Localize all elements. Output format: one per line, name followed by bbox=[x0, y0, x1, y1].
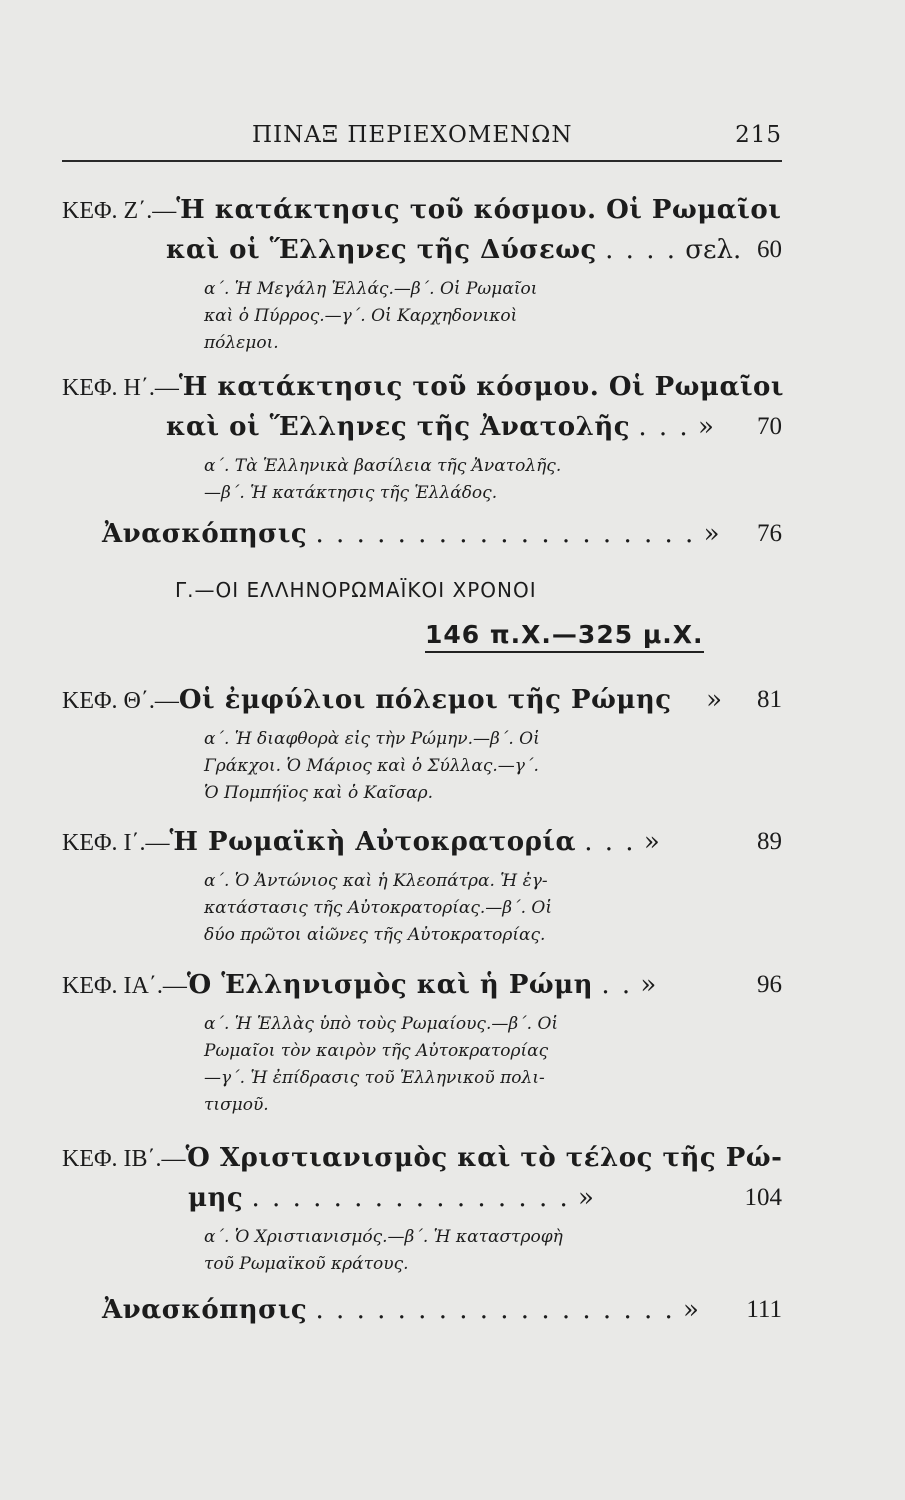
page-title: ΠΙΝΑΞ ΠΕΡΙΕΧΟΜΕΝΩΝ bbox=[252, 122, 573, 148]
entry-page: 96 bbox=[757, 971, 782, 998]
dot-leader: . . . bbox=[638, 412, 690, 442]
chapter-label: ΚΕΦ. Η΄.— bbox=[62, 375, 179, 401]
chapter-title: Ὁ Ἑλληνισμὸς καὶ ἡ Ρώμη bbox=[186, 970, 594, 1000]
entry-page: 76 bbox=[757, 520, 782, 547]
page-prefix: » bbox=[706, 685, 722, 715]
entry-line bbox=[62, 822, 782, 862]
toc-entry-chapter-12 bbox=[62, 1138, 782, 1278]
chapter-label: ΚΕΦ. Ζ΄.— bbox=[62, 198, 177, 224]
chapter-label: ΚΕΦ. ΙΒ΄.— bbox=[62, 1146, 186, 1172]
entry-line bbox=[62, 367, 782, 407]
chapter-title-cont: καὶ οἱ Ἕλληνες τῆς Δύσεως bbox=[166, 235, 597, 265]
chapter-title: Οἱ ἐμφύλιοι πόλεμοι τῆς Ρώμης bbox=[178, 685, 672, 715]
toc-entry-chapter-11 bbox=[62, 965, 782, 1119]
chapter-label: ΚΕΦ. Ι΄.— bbox=[62, 830, 170, 856]
subtopics: α΄. Ὁ Ἀντώνιος καὶ ἡ Κλεοπάτρα. Ἡ ἐγ- κατάστασις τῆς Αὐτοκρατορίας.—β΄. Οἱ δύο πρῶτοι αἰῶνες τῆς Αὐτοκρατορίας. bbox=[204, 871, 553, 945]
chapter-label: ΚΕΦ. ΙΑ΄.— bbox=[62, 973, 187, 999]
entry-line-continued bbox=[62, 407, 782, 447]
chapter-title-cont: μης bbox=[188, 1183, 244, 1213]
subtopics: α΄. Ἡ διαφθορὰ εἰς τὴν Ρώμην.—β΄. Οἱ Γράκχοι. Ὁ Μάριος καὶ ὁ Σύλλας.—γ΄. Ὁ Πομπήϊος καὶ ὁ Καῖσαρ. bbox=[204, 729, 540, 803]
entry-line bbox=[62, 965, 782, 1005]
entry-line bbox=[62, 514, 782, 554]
entry-line bbox=[62, 680, 782, 720]
chapter-title: Ἡ κατάκτησις τοῦ κόσμου. Οἱ Ρωμαῖοι bbox=[176, 195, 782, 225]
dot-leader: . . . . bbox=[605, 235, 677, 265]
subtopics: α΄. Ἡ Ἑλλὰς ὑπὸ τοὺς Ρωμαίους.—β΄. Οἱ Ρωμαῖοι τὸν καιρὸν τῆς Αὐτοκρατορίας —γ΄. Ἡ ἐπίδρασις τοῦ Ἑλληνικοῦ πολι- τισμοῦ. bbox=[204, 1014, 559, 1115]
toc-entry-review bbox=[62, 1290, 782, 1330]
page-prefix: » bbox=[683, 1295, 699, 1325]
dot-leader: . . . . . . . . . . . . . . . . . . . bbox=[315, 519, 696, 549]
entry-line bbox=[62, 1290, 782, 1330]
entry-line-continued bbox=[62, 230, 782, 270]
entry-page: 70 bbox=[757, 413, 782, 440]
chapter-title: Ὁ Χριστιανισμὸς καὶ τὸ τέλος τῆς Ρώ- bbox=[185, 1143, 783, 1173]
toc-entry-chapter-8 bbox=[62, 367, 782, 507]
entry-line bbox=[62, 190, 782, 230]
subtopics: α΄. Τὰ Ἑλληνικὰ βασίλεια τῆς Ἀνατολῆς. —β΄. Ἡ κατάκτησις τῆς Ἑλλάδος. bbox=[204, 456, 562, 503]
page-prefix: » bbox=[640, 970, 657, 1000]
chapter-label: ΚΕΦ. Θ΄.— bbox=[62, 688, 179, 714]
subtopics: α΄. Ἡ Μεγάλη Ἑλλάς.—β΄. Οἱ Ρωμαῖοι καὶ ὁ Πύρρος.—γ΄. Οἱ Καρχηδονικοὶ πόλεμοι. bbox=[204, 279, 538, 353]
page-prefix: » bbox=[578, 1183, 594, 1213]
entry-page: 60 bbox=[757, 236, 782, 263]
page-prefix: » bbox=[697, 412, 714, 442]
section-dates: 146 π.Χ.—325 μ.Χ. bbox=[425, 620, 704, 653]
chapter-title: Ἡ κατάκτησις τοῦ κόσμου. Οἱ Ρωμαῖοι bbox=[178, 372, 784, 402]
toc-entry-review bbox=[62, 514, 782, 554]
toc-entry-chapter-10 bbox=[62, 822, 782, 949]
entry-line bbox=[62, 1138, 782, 1178]
dot-leader: . . . . . . . . . . . . . . . . . . bbox=[315, 1295, 675, 1325]
entry-page: 111 bbox=[746, 1296, 782, 1323]
dot-leader: . . . . . . . . . . . . . . . . bbox=[251, 1183, 570, 1213]
entry-page: 81 bbox=[757, 686, 782, 713]
subtopics: α΄. Ὁ Χριστιανισμός.—β΄. Ἡ καταστροφὴ τοῦ Ρωμαϊκοῦ κράτους. bbox=[204, 1227, 563, 1274]
chapter-title: Ἡ Ρωμαϊκὴ Αὐτοκρατορία bbox=[169, 827, 576, 857]
page-prefix: » bbox=[643, 827, 660, 857]
section-heading: Γ.—ΟΙ ΕΛΛΗΝΟΡΩΜΑΪΚΟΙ ΧΡΟΝΟΙ bbox=[175, 578, 537, 602]
dot-leader: . . bbox=[601, 970, 633, 1000]
chapter-title-cont: καὶ οἱ Ἕλληνες τῆς Ἀνατολῆς bbox=[166, 412, 631, 442]
header-rule bbox=[62, 160, 782, 162]
page-number: 215 bbox=[735, 122, 782, 148]
review-title: Ἀνασκόπησις bbox=[102, 519, 308, 549]
entry-page: 104 bbox=[744, 1184, 782, 1211]
page-prefix: » bbox=[703, 519, 720, 549]
dot-leader: . . . bbox=[584, 827, 636, 857]
review-title: Ἀνασκόπησις bbox=[102, 1295, 308, 1325]
entry-line-continued bbox=[62, 1178, 782, 1218]
toc-entry-chapter-7 bbox=[62, 190, 782, 357]
toc-entry-chapter-9 bbox=[62, 680, 782, 807]
entry-page: 89 bbox=[757, 828, 782, 855]
page-prefix: σελ. bbox=[685, 235, 742, 265]
